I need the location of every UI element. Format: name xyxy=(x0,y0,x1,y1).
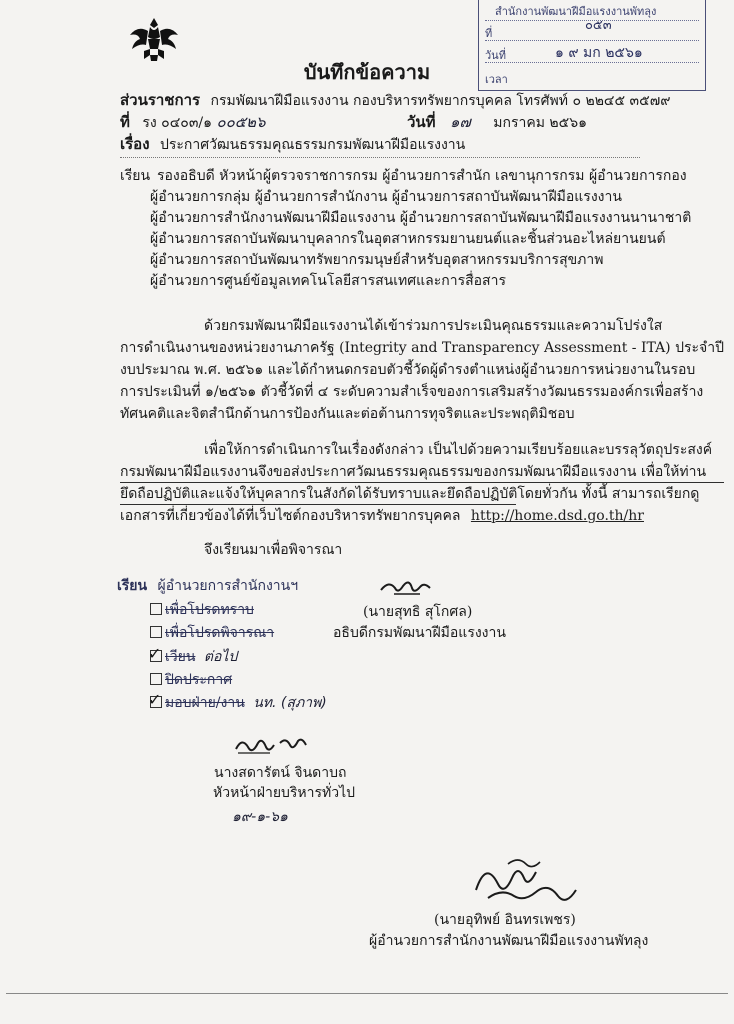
signer-position: อธิบดีกรมพัฒนาฝีมือแรงงาน xyxy=(333,625,506,641)
routing-option-handwritten: นท. (สุภาพ) xyxy=(253,695,327,711)
date-line xyxy=(407,113,587,132)
addressee-line: ผู้อำนวยการศูนย์ข้อมูลเทคโนโลยีสารสนเทศและการสื่อสาร xyxy=(150,273,506,289)
routing-option xyxy=(150,694,327,712)
agency-text: กรมพัฒนาฝีมือแรงงาน กองบริหารทรัพยากรบุคคล โทรศัพท์ ๐ ๒๒๔๕ ๓๕๗๙ xyxy=(210,93,671,109)
date-label: วันที่ xyxy=(407,113,436,131)
page-bottom-rule xyxy=(6,993,728,994)
addressee-label: เรียน xyxy=(120,168,151,184)
routing-label: เรียน xyxy=(117,578,148,594)
website-link[interactable]: http://home.dsd.go.th/hr xyxy=(470,508,644,524)
stamp-office: สำนักงานพัฒนาฝีมือแรงงานพัทลุง xyxy=(495,5,657,18)
ref-label: ที่ xyxy=(120,113,130,131)
agency-line xyxy=(120,91,671,110)
addressee-line: ผู้อำนวยการสถาบันพัฒนาบุคลากรในอุตสาหกรรมยานยนต์และชิ้นส่วนอะไหล่ยานยนต์ xyxy=(150,231,666,247)
provincial-director-signature xyxy=(468,850,586,910)
admin-head-signature xyxy=(232,733,312,759)
routing-option-label: มอบฝ่าย/งาน xyxy=(165,695,245,711)
handwritten-underline xyxy=(120,482,724,483)
stamp-number-value: ๐๕๓ xyxy=(585,18,612,33)
provincial-director-position: ผู้อำนวยการสำนักงานพัฒนาฝีมือแรงงานพัทลุง xyxy=(369,933,649,949)
routing-option xyxy=(150,648,237,666)
routing-option xyxy=(150,601,254,619)
routing-option-label: เวียน xyxy=(165,649,196,665)
routing-option xyxy=(150,624,274,642)
stamp-date-value: ๑ ๙ มก ๒๕๖๑ xyxy=(555,45,643,61)
paragraph-line: กรมพัฒนาฝีมือแรงงานจึงขอส่งประกาศวัฒนธรรมคุณธรรมของกรมพัฒนาฝีมือแรงงาน เพื่อให้ท่าน xyxy=(120,464,707,480)
header-divider xyxy=(120,157,640,158)
memo-title: บันทึกข้อความ xyxy=(303,60,431,84)
addressee-line: ผู้อำนวยการสำนักงานพัฒนาฝีมือแรงงาน ผู้อำนวยการสถาบันพัฒนาฝีมือแรงงานนานาชาติ xyxy=(150,210,692,226)
routing-option-label: เพื่อโปรดทราบ xyxy=(165,602,254,618)
routing-checkbox xyxy=(150,603,162,615)
handwritten-underline xyxy=(120,504,516,505)
paragraph-text: เอกสารที่เกี่ยวข้องได้ที่เว็บไซต์กองบริหารทรัพยากรบุคคล xyxy=(120,508,461,524)
director-general-signature xyxy=(378,578,436,600)
paragraph-line: ยึดถือปฏิบัติและแจ้งให้บุคลากรในสังกัดได้รับทราบและยึดถือปฏิบัติโดยทั่วกัน ทั้งนี้ สามารถเรียกดู xyxy=(120,486,700,502)
routing-option-handwritten: ต่อไป xyxy=(203,649,238,665)
provincial-director-name: (นายอุทิพย์ อินทรเพชร) xyxy=(434,912,576,928)
routing-to: ผู้อำนวยการสำนักงานฯ xyxy=(157,578,299,594)
ref-line xyxy=(120,113,266,132)
ref-number-handwritten: ๐๐๕๒๖ xyxy=(216,113,266,131)
routing-header xyxy=(117,577,298,595)
stamp-number-row xyxy=(485,20,699,41)
paragraph-line: เพื่อให้การดำเนินการในเรื่องดังกล่าว เป็นไปด้วยความเรียบร้อยและบรรลุวัตถุประสงค์ xyxy=(204,442,713,458)
paragraph-line: งบประมาณ พ.ศ. ๒๕๖๑ และได้กำหนดกรอบตัวชี้วัดผู้ดำรงตำแหน่งผู้อำนวยการหน่วยงานในรอบ xyxy=(120,362,696,378)
subject-label: เรื่อง xyxy=(120,135,150,153)
routing-option-label: เพื่อโปรดพิจารณา xyxy=(165,625,275,641)
check-mark-icon: ✓ xyxy=(148,690,162,709)
stamp-number-label: ที่ xyxy=(485,27,493,40)
paragraph-line: การดำเนินงานของหน่วยงานภาครัฐ (Integrity and Transparency Assessment - ITA) ประจำปี xyxy=(120,340,724,356)
subject-text: ประกาศวัฒนธรรมคุณธรรมกรมพัฒนาฝีมือแรงงาน xyxy=(159,137,466,153)
ref-text: รง ๐๔๐๓/๑ xyxy=(142,115,217,131)
stamp-time-label: เวลา xyxy=(485,73,508,86)
admin-head-name: นางสดารัตน์ จินดาบถ xyxy=(214,765,347,781)
paragraph-line: ทัศนคติและจิตสำนึกด้านการป้องกันและต่อต้านการทุจริตและประพฤติมิชอบ xyxy=(120,406,575,422)
date-text: มกราคม ๒๕๖๑ xyxy=(493,115,588,131)
date-handwritten: ๑๗ xyxy=(450,113,471,131)
paragraph-line xyxy=(120,507,644,525)
check-mark-icon: ✓ xyxy=(148,644,162,663)
paragraph-line: ด้วยกรมพัฒนาฝีมือแรงงานได้เข้าร่วมการประเมินคุณธรรมและความโปร่งใส xyxy=(204,318,663,334)
subject-line xyxy=(120,135,465,154)
routing-checkbox xyxy=(150,626,162,638)
routing-option xyxy=(150,671,232,689)
addressee-line: ผู้อำนวยการสถาบันพัฒนาทรัพยากรมนุษย์สำหรับอุตสาหกรรมบริการสุขภาพ xyxy=(150,252,604,268)
paragraph-line: การประเมินที่ ๑/๒๕๖๑ ตัวชี้วัดที่ ๔ ระดับความสำเร็จของการเสริมสร้างวัฒนธรรมองค์กรเพื่อสร้าง xyxy=(120,384,704,400)
agency-label: ส่วนราชการ xyxy=(120,91,201,109)
signer-name: (นายสุทธิ สุโกศล) xyxy=(363,604,473,620)
closing-line: จึงเรียนมาเพื่อพิจารณา xyxy=(204,542,343,558)
stamp-date-label: วันที่ xyxy=(485,49,506,62)
addressee-line: ผู้อำนวยการกลุ่ม ผู้อำนวยการสำนักงาน ผู้อำนวยการสถาบันพัฒนาฝีมือแรงงาน xyxy=(150,189,622,205)
routing-checkbox xyxy=(150,673,162,685)
admin-head-position: หัวหน้าฝ่ายบริหารทั่วไป xyxy=(213,785,356,801)
addressee-line: รองอธิบดี หัวหน้าผู้ตรวจราชการกรม ผู้อำนวยการสำนัก เลขานุการกรม ผู้อำนวยการกอง xyxy=(157,168,687,184)
admin-head-date-handwritten: ๑๙-๑-๖๑ xyxy=(232,809,288,825)
routing-option-label: ปิดประกาศ xyxy=(165,672,233,688)
